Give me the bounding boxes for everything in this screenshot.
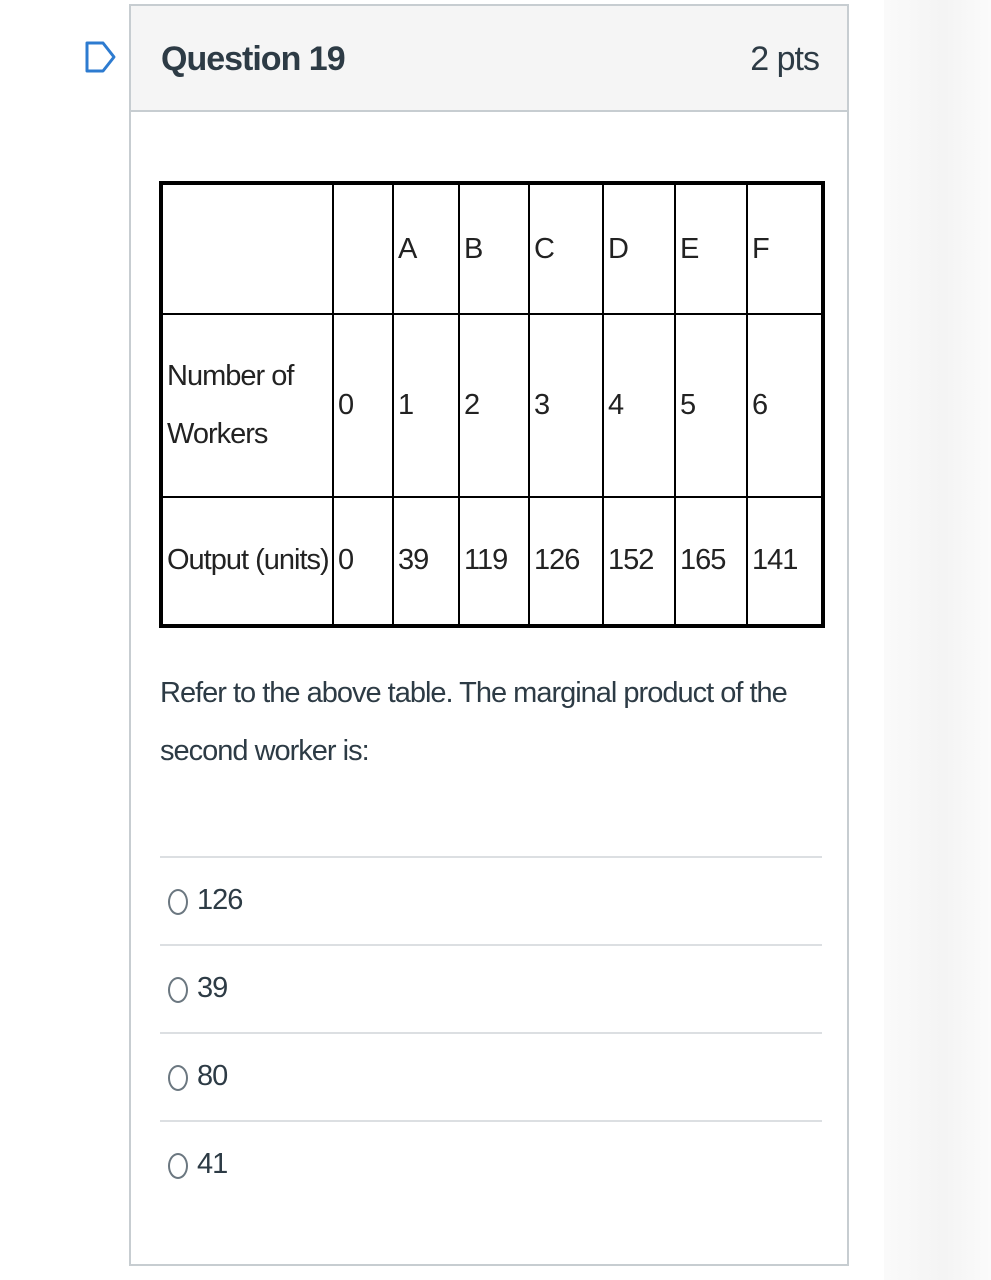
flag-question-icon[interactable] <box>84 39 118 75</box>
table-header-cell: E <box>675 183 747 314</box>
table-cell: 1 <box>393 314 459 496</box>
table-cell: 152 <box>603 497 675 626</box>
answer-option[interactable] <box>160 1120 822 1208</box>
question-title: Question 19 <box>161 40 345 78</box>
table-header-cell: D <box>603 183 675 314</box>
table-header-row <box>161 183 823 314</box>
table-cell: 2 <box>459 314 529 496</box>
question-points: 2 pts <box>750 40 819 78</box>
table-row-workers <box>161 314 823 496</box>
table-header-cell <box>161 183 333 314</box>
table-cell: 5 <box>675 314 747 496</box>
radio-unchecked-icon[interactable] <box>168 1153 188 1179</box>
answer-label[interactable]: 80 <box>197 1060 228 1092</box>
table-cell: 39 <box>393 497 459 626</box>
radio-unchecked-icon[interactable] <box>168 889 188 915</box>
answer-label[interactable]: 126 <box>197 884 243 916</box>
answer-label[interactable]: 39 <box>197 972 228 1004</box>
table-cell: 0 <box>333 497 393 626</box>
answer-option[interactable] <box>160 944 822 1032</box>
table-header-cell: C <box>529 183 603 314</box>
radio-unchecked-icon[interactable] <box>168 977 188 1003</box>
table-cell: 141 <box>747 497 823 626</box>
page-right-gutter <box>884 0 991 1280</box>
question-header <box>131 6 847 112</box>
table-cell: 126 <box>529 497 603 626</box>
table-header-cell: B <box>459 183 529 314</box>
table-cell: 6 <box>747 314 823 496</box>
answer-label[interactable]: 41 <box>197 1148 228 1180</box>
table-cell: 165 <box>675 497 747 626</box>
table-header-cell: A <box>393 183 459 314</box>
answer-option[interactable] <box>160 856 822 944</box>
table-cell: 3 <box>529 314 603 496</box>
answer-option[interactable] <box>160 1032 822 1120</box>
answer-list <box>160 856 822 1208</box>
production-table <box>159 181 825 628</box>
table-cell: 4 <box>603 314 675 496</box>
table-header-cell: F <box>747 183 823 314</box>
table-cell: 0 <box>333 314 393 496</box>
table-cell: 119 <box>459 497 529 626</box>
table-row-output <box>161 497 823 626</box>
table-header-cell <box>333 183 393 314</box>
row-label: Output (units) <box>161 497 333 626</box>
row-label: Number of Workers <box>161 314 333 496</box>
question-text: Refer to the above table. The marginal product of the second worker is: <box>160 677 787 767</box>
radio-unchecked-icon[interactable] <box>168 1065 188 1091</box>
